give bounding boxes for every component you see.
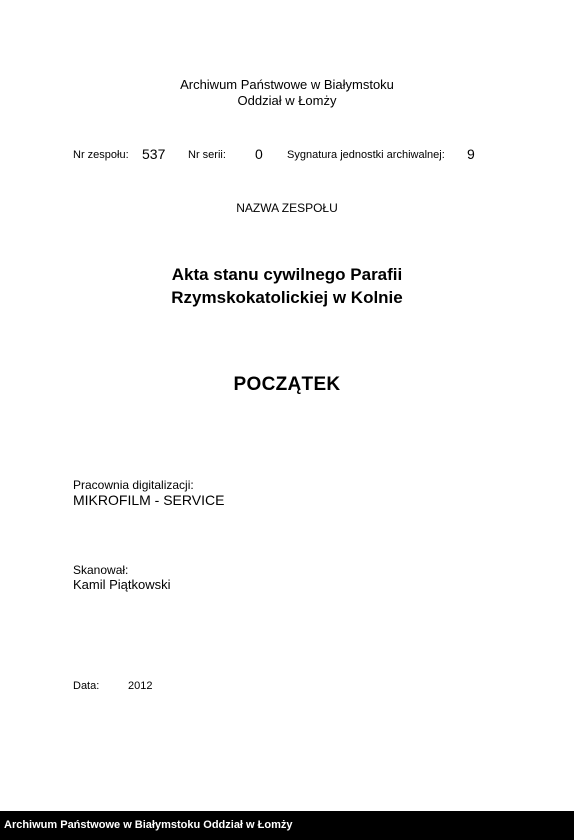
fond-heading: NAZWA ZESPOŁU xyxy=(236,201,338,215)
nr-zespolu-value: 537 xyxy=(142,146,166,162)
sygnatura-value: 9 xyxy=(467,146,475,162)
nr-serii-label: Nr serii: xyxy=(188,149,226,161)
fond-name-line1: Akta stanu cywilnego Parafii xyxy=(171,265,403,284)
fond-name-line2: Rzymskokatolickiej w Kolnie xyxy=(171,288,403,307)
nr-serii-value: 0 xyxy=(255,146,263,162)
start-marker: POCZĄTEK xyxy=(233,374,341,395)
scanner-value: Kamil Piątkowski xyxy=(73,577,171,592)
digitization-label: Pracownia digitalizacji: xyxy=(73,478,194,492)
date-label: Data: xyxy=(73,680,100,692)
scanner-label: Skanował: xyxy=(73,563,129,577)
archive-branch: Oddział w Łomży xyxy=(237,93,337,108)
sygnatura-label: Sygnatura jednostki archiwalnej: xyxy=(287,149,445,161)
footer-bar: Archiwum Państwowe w Białymstoku Oddział w Łomży xyxy=(0,811,574,840)
date-value: 2012 xyxy=(128,680,153,692)
archive-name: Archiwum Państwowe w Białymstoku xyxy=(180,77,394,92)
digitization-value: MIKROFILM - SERVICE xyxy=(73,492,225,508)
nr-zespolu-label: Nr zespołu: xyxy=(73,149,129,161)
